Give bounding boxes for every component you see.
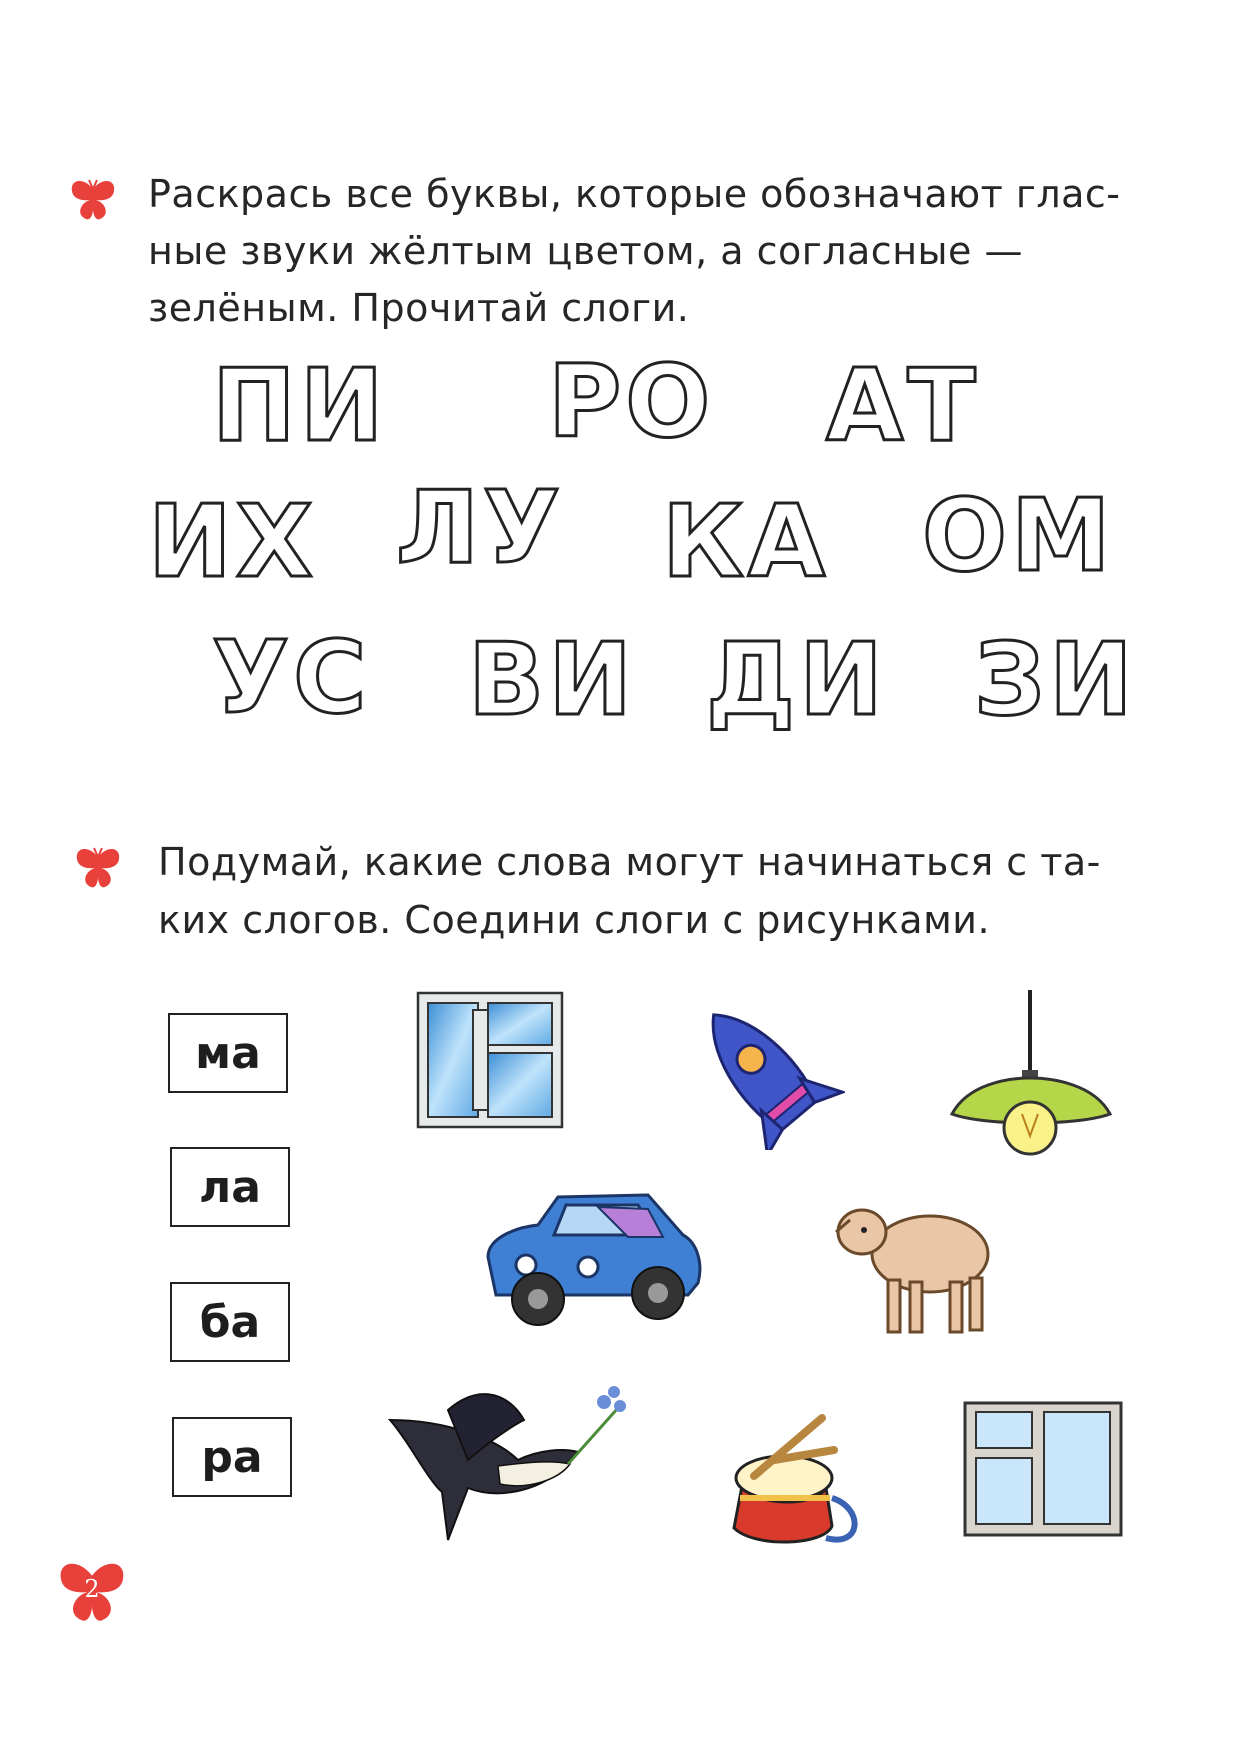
outline-syllable[interactable]: УС (212, 619, 371, 736)
rocket-picture[interactable] (675, 990, 845, 1150)
outline-syllable[interactable]: КА (662, 483, 830, 600)
task1-line-1: Раскрась все буквы, которые обозначают глас- (148, 172, 1121, 216)
syllable-box-la[interactable]: ла (170, 1147, 290, 1227)
outline-syllable[interactable]: ВИ (468, 621, 636, 738)
task2-line-2: ких слогов. Соедини слоги с рисунками. (158, 898, 991, 942)
outline-syllable[interactable]: РО (548, 343, 715, 460)
outline-syllable[interactable]: ЗИ (974, 621, 1137, 738)
swallow-picture[interactable] (388, 1380, 628, 1550)
butterfly-icon (73, 843, 123, 893)
car-picture[interactable] (478, 1187, 708, 1337)
outline-syllable[interactable]: ЛУ (396, 469, 565, 586)
outline-syllable[interactable]: ИХ (148, 483, 317, 600)
syllable-box-ra[interactable]: ра (172, 1417, 292, 1497)
syllable-box-ba[interactable]: ба (170, 1282, 290, 1362)
task2-line-1: Подумай, какие слова могут начинаться с та- (158, 840, 1101, 884)
syllable-box-ma[interactable]: ма (168, 1013, 288, 1093)
page-number (55, 1555, 129, 1629)
outline-syllable[interactable]: АТ (826, 347, 980, 464)
window-picture[interactable] (415, 990, 565, 1130)
lamb-picture[interactable] (830, 1192, 1000, 1342)
outline-syllable[interactable]: ОМ (922, 477, 1115, 594)
task1-line-3: зелёным. Прочитай слоги. (148, 286, 690, 330)
lamp-picture[interactable] (948, 988, 1118, 1158)
outline-syllable[interactable]: ДИ (706, 621, 887, 738)
drum-picture[interactable] (714, 1398, 864, 1548)
window-frame-picture[interactable] (962, 1400, 1124, 1538)
butterfly-icon (68, 175, 118, 225)
outline-syllable[interactable]: ПИ (212, 347, 388, 464)
task1-line-2: ные звуки жёлтым цветом, а согласные — (148, 229, 1024, 273)
page-number-text: 2 (84, 1575, 100, 1603)
